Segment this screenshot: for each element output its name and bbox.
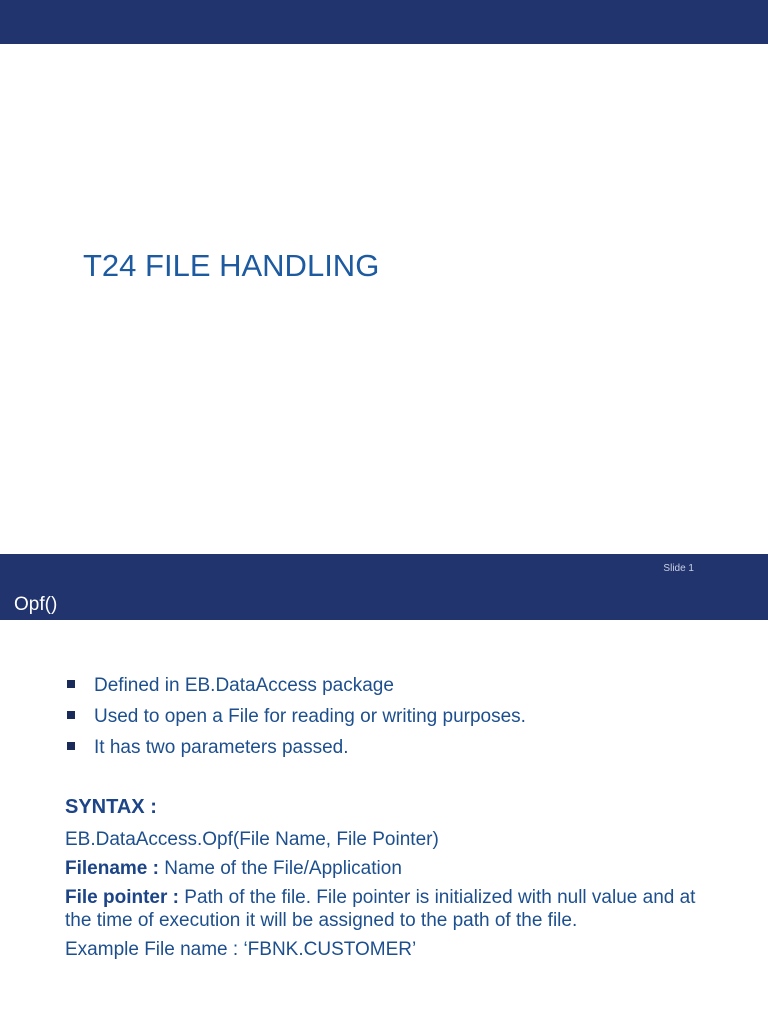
bullet-text: Used to open a File for reading or writing purposes. (94, 706, 526, 727)
square-bullet-icon (67, 680, 75, 688)
square-bullet-icon (67, 742, 75, 750)
bullet-list (66, 675, 526, 768)
filename-text: Name of the File/Application (158, 858, 402, 879)
filepointer-label: File pointer : (65, 887, 179, 908)
filepointer-text: Path of the file. File pointer is initialized with null value and at the time of execution it will be assigned to the path of the file. (65, 887, 696, 931)
list-item (66, 675, 526, 706)
syntax-label: SYNTAX : (65, 796, 157, 818)
slide-header (0, 554, 768, 620)
top-banner (0, 0, 768, 44)
slide-heading: Opf() (14, 594, 58, 615)
bullet-text: Defined in EB.DataAccess package (94, 675, 394, 696)
syntax-section (65, 796, 705, 967)
example-line: Example File name : ‘FBNK.CUSTOMER’ (65, 939, 417, 960)
filename-line (65, 857, 705, 880)
list-item (66, 737, 526, 768)
square-bullet-icon (67, 711, 75, 719)
bullet-text: It has two parameters passed. (94, 737, 349, 758)
slide-number: Slide 1 (663, 563, 694, 574)
content-slide (0, 554, 768, 1024)
slide-title: T24 FILE HANDLING (83, 248, 380, 283)
filename-label: Filename : (65, 858, 159, 879)
list-item (66, 706, 526, 737)
filepointer-line (65, 886, 705, 932)
syntax-line: EB.DataAccess.Opf(File Name, File Pointer) (65, 829, 439, 850)
